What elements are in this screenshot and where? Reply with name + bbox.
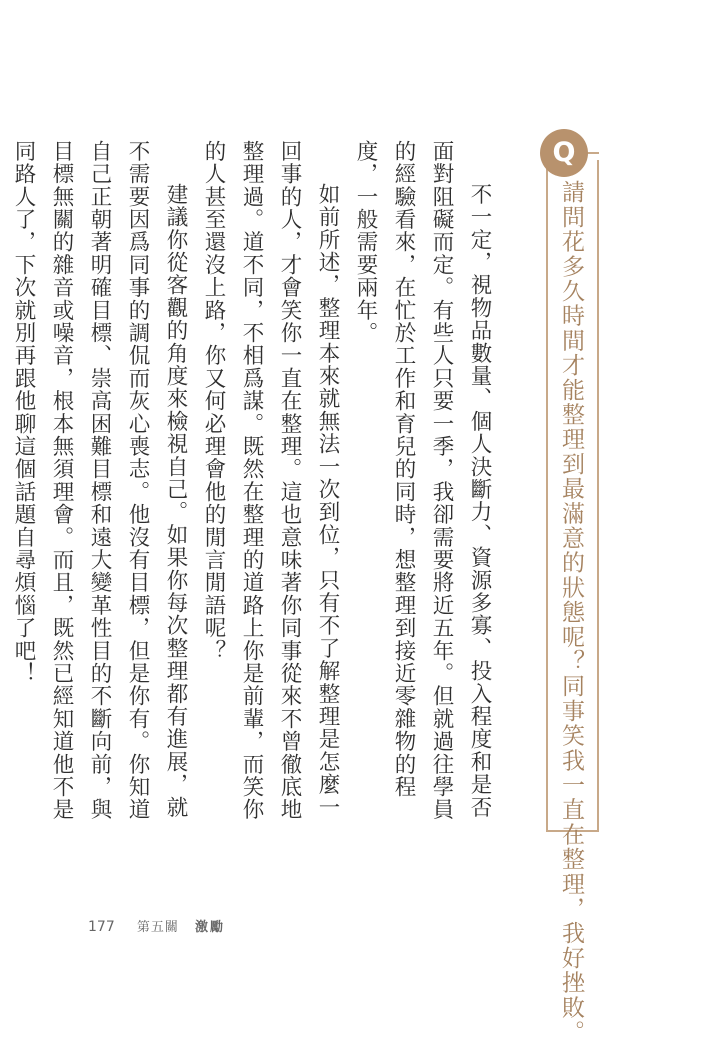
answer-paragraph: 建議你從客觀的角度來檢視自己。如果你每次整理都有進展，就不需要因爲同事的調侃而灰心喪志。他沒有目標，但是你有。你知道自己正朝著明確目標、崇高困難目標和遠大變革性目的不斷向前，與目標無關的雜音或噪音，根本無須理會。而且，既然已經知道他不是同路人了，下次就別再跟他聊這個話題自尋煩惱了吧！	[11, 140, 188, 821]
page-number: 177	[88, 919, 115, 935]
chapter-label: 第五關	[136, 920, 179, 935]
answer-body	[4, 140, 498, 840]
chapter-topic: 激勵	[195, 920, 226, 935]
question-text: 請問花多久時間才能整理到最滿意的狀態呢？同事笑我一直在整理，我好挫敗。	[558, 180, 584, 1045]
question-badge: Q	[540, 129, 588, 177]
answer-paragraph: 不一定，視物品數量、個人決斷力、資源多寡、投入程度和是否面對阻礙而定。有些人只要一季，我卻需要將近五年。但就過往學員的經驗看來，在忙於工作和育兒的同時，想整理到接近零雜物的程度，一般需要兩年。	[353, 140, 492, 821]
page-footer	[88, 916, 225, 935]
answer-paragraph: 如前所述，整理本來就無法一次到位，只有不了解整理是怎麼一回事的人，才會笑你一直在整理。這也意味著你同事從來不曾徹底地整理過。道不同，不相爲謀。既然在整理的道路上你是前輩，而笑你的人甚至還沒上路，你又何必理會他的閒言閒語呢？	[201, 140, 340, 821]
